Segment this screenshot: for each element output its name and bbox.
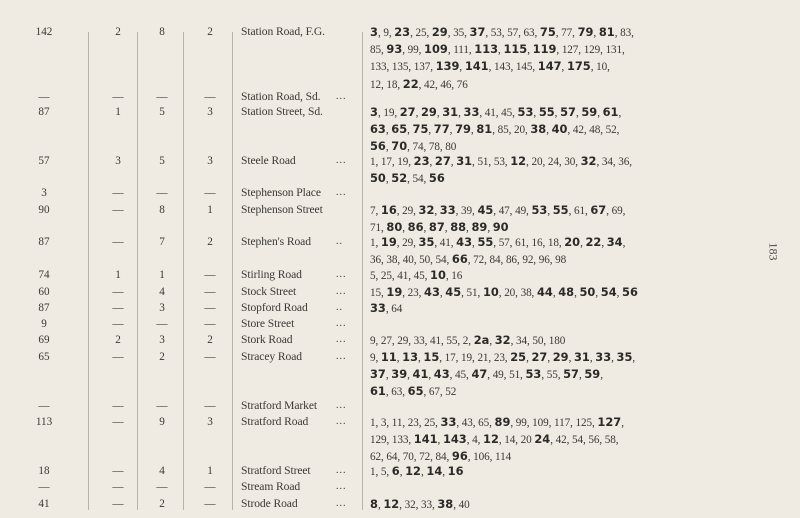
count-cell: 2 <box>207 334 213 346</box>
street-name: Stephenson Place <box>241 186 321 199</box>
count-cell: 57 <box>38 155 50 167</box>
house-number-line: 3, 19, 27, 29, 31, 33, 41, 45, 53, 55, 57, 59, 61, <box>370 105 622 119</box>
count-cell: 3 <box>207 416 213 428</box>
count-cell: 2 <box>159 498 165 510</box>
count-cell: — <box>204 318 216 330</box>
count-cell: 2 <box>159 351 165 363</box>
house-numbers <box>370 284 758 301</box>
dot-leader: ... <box>336 416 347 427</box>
count-cell: — <box>156 400 168 412</box>
count-cell: 3 <box>115 155 121 167</box>
street-name: Stopford Road <box>241 301 308 314</box>
house-numbers <box>370 300 758 317</box>
count-cell: — <box>204 481 216 493</box>
house-number-line: 37, 39, 41, 43, 45, 47, 49, 51, 53, 55, 57, 59, <box>370 367 603 382</box>
count-cell: — <box>204 269 216 281</box>
street-name: Station Street, Sd. <box>241 105 323 118</box>
house-numbers <box>370 267 758 284</box>
count-cell: — <box>112 465 124 477</box>
street-name: Stracey Road <box>241 350 302 363</box>
count-cell: 65 <box>38 351 50 363</box>
house-number-line: 61, 63, 65, 67, 52 <box>370 384 457 399</box>
street-name: Stratford Road <box>241 415 309 428</box>
street-name: Stream Road <box>241 480 301 493</box>
street-name: Station Road, F.G. <box>241 25 325 38</box>
count-cell: — <box>112 204 124 216</box>
house-numbers <box>370 349 758 401</box>
count-cell: — <box>204 351 216 363</box>
count-cell: — <box>38 91 50 103</box>
count-cell: 3 <box>159 302 165 314</box>
count-cell: — <box>112 318 124 330</box>
house-number-line: 12, 18, 22, 42, 46, 76 <box>370 76 468 91</box>
dot-leader: .. <box>336 302 343 313</box>
dot-leader: ... <box>336 334 347 345</box>
house-number-line: 9, 11, 13, 15, 17, 19, 21, 23, 25, 27, 29, 31, 33, 35, <box>370 350 636 364</box>
house-numbers <box>370 153 758 187</box>
count-cell: — <box>112 498 124 510</box>
count-cell: 87 <box>38 302 50 314</box>
street-name: Stephen's Road <box>241 235 311 248</box>
count-cell: 87 <box>38 106 50 118</box>
count-cell: 3 <box>207 155 213 167</box>
house-numbers <box>370 496 758 513</box>
count-cell: — <box>156 318 168 330</box>
street-name: Station Road, Sd. <box>241 90 321 103</box>
house-numbers <box>370 463 758 480</box>
count-cell: 60 <box>38 286 50 298</box>
street-name: Store Street <box>241 317 295 330</box>
house-numbers <box>370 414 758 466</box>
dot-leader: ... <box>336 91 347 102</box>
house-number-line: 36, 38, 40, 50, 54, 66, 72, 84, 86, 92, 96, 98 <box>370 252 567 267</box>
dot-leader: ... <box>336 286 347 297</box>
house-number-line: 7, 16, 29, 32, 33, 39, 45, 47, 49, 53, 55, 61, 67, 69, <box>370 203 626 217</box>
count-cell: — <box>204 187 216 199</box>
count-cell: 2 <box>207 26 213 38</box>
count-cell: — <box>204 91 216 103</box>
count-cell: 1 <box>115 106 121 118</box>
house-number-line: 33, 64 <box>370 301 403 315</box>
count-cell: 1 <box>159 269 165 281</box>
house-number-line: 5, 25, 41, 45, 10, 16 <box>370 268 463 282</box>
street-name: Stratford Market <box>241 399 317 412</box>
count-cell: — <box>38 400 50 412</box>
count-cell: 87 <box>38 236 50 248</box>
count-cell: 2 <box>115 334 121 346</box>
count-cell: 9 <box>41 318 47 330</box>
dot-leader: ... <box>336 400 347 411</box>
dot-leader: ... <box>336 155 347 166</box>
count-cell: 1 <box>207 204 213 216</box>
count-cell: 74 <box>38 269 50 281</box>
house-number-line: 133, 135, 137, 139, 141, 143, 145, 147, 175, 10, <box>370 59 610 74</box>
house-number-line: 50, 52, 54, 56 <box>370 171 445 186</box>
count-cell: 1 <box>207 465 213 477</box>
house-number-line: 63, 65, 75, 77, 79, 81, 85, 20, 38, 40, 42, 48, 52, <box>370 122 620 137</box>
house-number-line: 62, 64, 70, 72, 84, 96, 106, 114 <box>370 449 512 464</box>
dot-leader: ... <box>336 187 347 198</box>
street-name: Strode Road <box>241 497 298 510</box>
count-cell: — <box>112 481 124 493</box>
dot-leader: ... <box>336 318 347 329</box>
count-cell: 5 <box>159 106 165 118</box>
count-cell: 18 <box>38 465 50 477</box>
count-cell: 4 <box>159 465 165 477</box>
count-cell: 7 <box>159 236 165 248</box>
count-cell: — <box>156 187 168 199</box>
dot-leader: ... <box>336 498 347 509</box>
count-cell: — <box>112 187 124 199</box>
house-number-line: 9, 27, 29, 33, 41, 55, 2, 2a, 32, 34, 50, 180 <box>370 333 566 347</box>
count-cell: 113 <box>35 416 53 428</box>
page-number: 183 <box>766 242 781 261</box>
house-numbers <box>370 332 758 349</box>
house-number-line: 129, 133, 141, 143, 4, 12, 14, 20 24, 42, 54, 56, 58, <box>370 432 619 447</box>
count-cell: 2 <box>115 26 121 38</box>
street-name: Stock Street <box>241 285 297 298</box>
house-number-line: 85, 93, 99, 109, 111, 113, 115, 119, 127, 129, 131, <box>370 42 625 57</box>
count-cell: 41 <box>38 498 50 510</box>
house-number-line: 15, 19, 23, 43, 45, 51, 10, 20, 38, 44, 48, 50, 54, 56 <box>370 285 638 299</box>
count-cell: — <box>38 481 50 493</box>
house-numbers <box>370 24 758 93</box>
count-cell: 69 <box>38 334 50 346</box>
count-cell: 3 <box>41 187 47 199</box>
dot-leader: ... <box>336 351 347 362</box>
count-cell: 9 <box>159 416 165 428</box>
count-cell: — <box>204 302 216 314</box>
street-name: Stratford Street <box>241 464 311 477</box>
house-number-line: 1, 19, 29, 35, 41, 43, 55, 57, 61, 16, 18, 20, 22, 34, <box>370 235 626 249</box>
dot-leader: ... <box>336 481 347 492</box>
house-number-line: 8, 12, 32, 33, 38, 40 <box>370 497 470 511</box>
count-cell: 8 <box>159 204 165 216</box>
count-cell: — <box>112 236 124 248</box>
column-divider <box>362 32 363 510</box>
count-cell: 3 <box>207 106 213 118</box>
count-cell: — <box>112 400 124 412</box>
count-cell: 8 <box>159 26 165 38</box>
count-cell: 1 <box>115 269 121 281</box>
street-name: Stork Road <box>241 333 293 346</box>
count-cell: — <box>112 416 124 428</box>
count-cell: 90 <box>38 204 50 216</box>
count-cell: — <box>156 481 168 493</box>
count-cell: 3 <box>159 334 165 346</box>
house-number-line: 1, 17, 19, 23, 27, 31, 51, 53, 12, 20, 24, 30, 32, 34, 36, <box>370 154 632 168</box>
count-cell: — <box>112 91 124 103</box>
house-number-line: 71, 80, 86, 87, 88, 89, 90 <box>370 220 509 235</box>
house-number-line: 1, 3, 11, 23, 25, 33, 43, 65, 89, 99, 109, 117, 125, 127, <box>370 415 624 429</box>
house-number-line: 56, 70, 74, 78, 80 <box>370 139 457 154</box>
count-cell: — <box>112 351 124 363</box>
house-numbers <box>370 202 758 236</box>
count-cell: 142 <box>35 26 53 38</box>
count-cell: 4 <box>159 286 165 298</box>
column-divider <box>232 32 233 510</box>
count-cell: 5 <box>159 155 165 167</box>
count-cell: — <box>204 400 216 412</box>
dot-leader: .. <box>336 236 343 247</box>
count-cell: — <box>156 91 168 103</box>
house-number-line: 1, 5, 6, 12, 14, 16 <box>370 464 464 478</box>
house-numbers <box>370 234 758 268</box>
dot-leader: ... <box>336 465 347 476</box>
street-name: Steele Road <box>241 154 296 167</box>
count-cell: — <box>204 498 216 510</box>
street-name: Stephenson Street <box>241 203 323 216</box>
dot-leader: ... <box>336 269 347 280</box>
street-name: Stirling Road <box>241 268 302 281</box>
column-divider <box>88 32 89 510</box>
count-cell: — <box>112 286 124 298</box>
count-cell: — <box>204 286 216 298</box>
count-cell: — <box>112 302 124 314</box>
house-numbers <box>370 104 758 156</box>
count-cell: 2 <box>207 236 213 248</box>
house-number-line: 3, 9, 23, 25, 29, 35, 37, 53, 57, 63, 75, 77, 79, 81, 83, <box>370 25 634 39</box>
